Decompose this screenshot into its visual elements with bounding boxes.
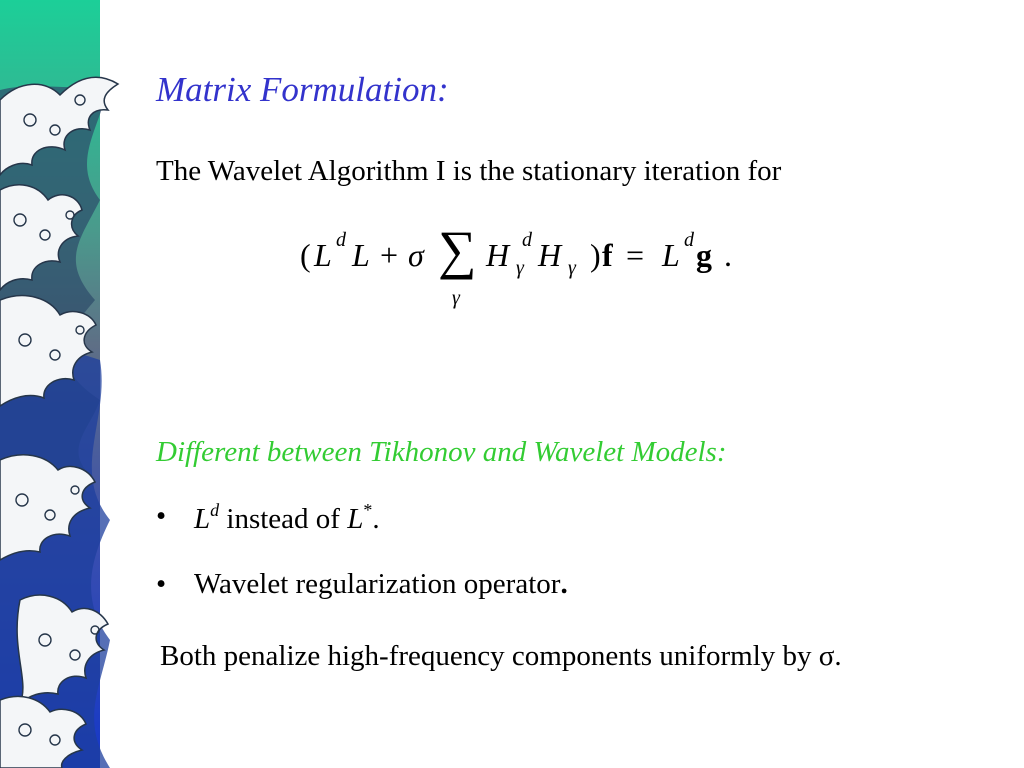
eq-g: g	[696, 237, 712, 273]
eq-sum-index: γ	[452, 287, 460, 309]
bullet-text	[194, 568, 568, 601]
eq-sigma: σ	[408, 237, 424, 273]
bullet-mid-text: instead of	[219, 503, 348, 535]
math-sup-d: d	[210, 500, 220, 520]
eq-close-paren: )	[590, 237, 601, 273]
bullet-marker: •	[156, 500, 167, 532]
section-subheading: Different between Tikhonov and Wavelet Models:	[156, 436, 727, 468]
eq-sup-d: d	[336, 229, 346, 251]
math-sup-star: *	[363, 500, 373, 520]
conclusion-text: Both penalize high-frequency components uniformly by σ.	[160, 640, 842, 672]
eq-H: H	[538, 237, 562, 273]
eq-open-paren: (	[300, 237, 311, 273]
eq-sum-symbol: ∑	[438, 220, 477, 280]
eq-f: f	[602, 237, 613, 273]
bullet-main-text: Wavelet regularization operator	[194, 568, 561, 600]
bullet-end: .	[560, 568, 568, 600]
eq-sub-gamma: γ	[516, 257, 524, 279]
math-L: L	[194, 503, 211, 535]
ocean-wave-icon	[0, 0, 130, 768]
eq-sup-d: d	[684, 229, 694, 251]
eq-plus: +	[380, 237, 399, 273]
eq-H: H	[486, 237, 510, 273]
eq-L: L	[352, 237, 370, 273]
eq-L: L	[662, 237, 680, 273]
bullet-text	[194, 500, 380, 536]
slide-title: Matrix Formulation:	[156, 70, 449, 109]
eq-period: .	[724, 237, 732, 273]
eq-equals: =	[626, 237, 645, 273]
bullet-marker: •	[156, 568, 167, 600]
eq-L: L	[314, 237, 332, 273]
equation	[300, 220, 760, 315]
math-L: L	[347, 503, 364, 535]
bullet-end: .	[372, 503, 380, 535]
intro-text: The Wavelet Algorithm I is the stationary iteration for	[156, 155, 782, 187]
eq-sub-gamma: γ	[568, 257, 576, 279]
eq-sup-d: d	[522, 229, 532, 251]
